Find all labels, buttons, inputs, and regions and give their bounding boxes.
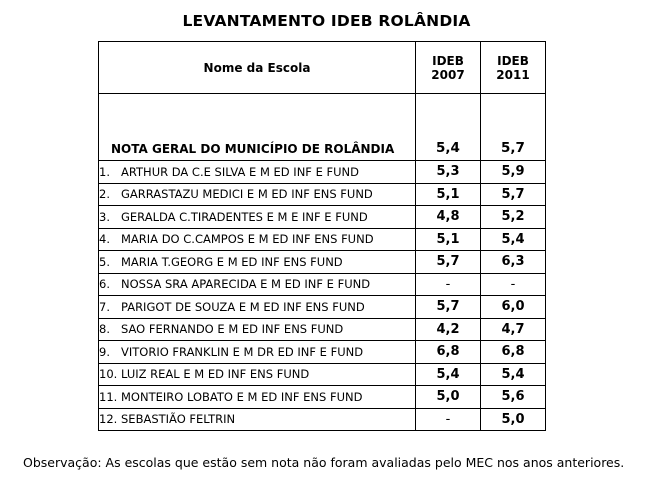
header-ideb-2007	[416, 42, 481, 94]
school-name-cell	[99, 341, 416, 364]
school-name: GARRASTAZU MEDICI E M ED INF ENS FUND	[121, 187, 373, 202]
general-score-label: NOTA GERAL DO MUNICÍPIO DE ROLÂNDIA	[99, 94, 416, 161]
ideb-2007-value: 5,1	[416, 228, 481, 251]
school-name-cell	[99, 251, 416, 274]
header-ideb-2011	[481, 42, 546, 94]
school-index: 12.	[99, 412, 118, 427]
table-row	[99, 183, 546, 206]
school-index: 5.	[99, 254, 110, 269]
ideb-2007-value: -	[416, 273, 481, 296]
ideb-2007-value: 5,4	[416, 363, 481, 386]
school-name-cell	[99, 206, 416, 229]
table-header-row	[99, 42, 546, 94]
school-name-cell	[99, 183, 416, 206]
table-row	[99, 273, 546, 296]
ideb-2007-value: 5,7	[416, 296, 481, 319]
school-index: 1.	[99, 164, 110, 179]
ideb-2011-value: 5,9	[481, 161, 546, 184]
ideb-2011-value: 5,0	[481, 408, 546, 431]
ideb-2007-value: -	[416, 408, 481, 431]
school-name-cell	[99, 363, 416, 386]
school-name: MARIA DO C.CAMPOS E M ED INF ENS FUND	[121, 232, 374, 247]
ideb-2011-value: 5,7	[481, 183, 546, 206]
school-index: 2.	[99, 187, 110, 202]
ideb-2007-value: 6,8	[416, 341, 481, 364]
table-row	[99, 386, 546, 409]
school-index: 6.	[99, 277, 110, 292]
school-name-cell	[99, 296, 416, 319]
school-name: ARTHUR DA C.E SILVA E M ED INF E FUND	[121, 164, 359, 179]
header-ideb-2011-line1: IDEB	[497, 53, 529, 68]
school-name-cell	[99, 318, 416, 341]
ideb-2011-value: 6,8	[481, 341, 546, 364]
ideb-2007-value: 5,7	[416, 251, 481, 274]
school-name: NOSSA SRA APARECIDA E M ED INF E FUND	[121, 277, 371, 292]
school-index: 8.	[99, 322, 110, 337]
table-row	[99, 296, 546, 319]
header-ideb-2007-line2: 2007	[431, 67, 465, 82]
school-index: 10.	[99, 367, 118, 382]
school-name: PARIGOT DE SOUZA E M ED INF ENS FUND	[121, 299, 365, 314]
table-row	[99, 161, 546, 184]
ideb-2007-value: 5,1	[416, 183, 481, 206]
school-name-cell	[99, 273, 416, 296]
school-name: LUIZ REAL E M ED INF ENS FUND	[121, 367, 310, 382]
table-row	[99, 251, 546, 274]
ideb-2011-value: 4,7	[481, 318, 546, 341]
table-row	[99, 206, 546, 229]
school-index: 7.	[99, 299, 110, 314]
ideb-2011-value: 5,2	[481, 206, 546, 229]
page-title: LEVANTAMENTO IDEB ROLÂNDIA	[182, 12, 471, 30]
school-name: SAO FERNANDO E M ED INF ENS FUND	[121, 322, 344, 337]
ideb-table	[98, 41, 546, 431]
general-ideb-2011: 5,7	[481, 94, 546, 161]
ideb-2011-value: 5,4	[481, 363, 546, 386]
school-name-cell	[99, 386, 416, 409]
header-ideb-2011-line2: 2011	[496, 67, 530, 82]
school-index: 4.	[99, 232, 110, 247]
school-name: MONTEIRO LOBATO E M ED INF ENS FUND	[121, 389, 363, 404]
ideb-2011-value: 5,6	[481, 386, 546, 409]
table-row	[99, 341, 546, 364]
general-score-row	[99, 94, 546, 161]
header-ideb-2007-line1: IDEB	[432, 53, 464, 68]
school-name-cell	[99, 228, 416, 251]
ideb-2007-value: 5,0	[416, 386, 481, 409]
table-row	[99, 228, 546, 251]
general-ideb-2007: 5,4	[416, 94, 481, 161]
header-school-name: Nome da Escola	[99, 42, 416, 94]
school-name: MARIA T.GEORG E M ED INF ENS FUND	[121, 254, 343, 269]
school-name-cell	[99, 161, 416, 184]
school-index: 9.	[99, 344, 110, 359]
ideb-2011-value: 5,4	[481, 228, 546, 251]
school-name: VITORIO FRANKLIN E M DR ED INF E FUND	[121, 344, 364, 359]
school-name: GERALDA C.TIRADENTES E M E INF E FUND	[121, 209, 368, 224]
ideb-2007-value: 4,8	[416, 206, 481, 229]
ideb-2011-value: 6,3	[481, 251, 546, 274]
table-row	[99, 408, 546, 431]
ideb-2007-value: 4,2	[416, 318, 481, 341]
school-name: SEBASTIÃO FELTRIN	[121, 412, 236, 427]
table-row	[99, 363, 546, 386]
school-name-cell	[99, 408, 416, 431]
school-index: 3.	[99, 209, 110, 224]
ideb-2011-value: -	[481, 273, 546, 296]
observation-note: Observação: As escolas que estão sem nota não foram avaliadas pelo MEC nos anos anteriores.	[23, 455, 625, 470]
ideb-2011-value: 6,0	[481, 296, 546, 319]
school-index: 11.	[99, 389, 118, 404]
table-row	[99, 318, 546, 341]
ideb-2007-value: 5,3	[416, 161, 481, 184]
